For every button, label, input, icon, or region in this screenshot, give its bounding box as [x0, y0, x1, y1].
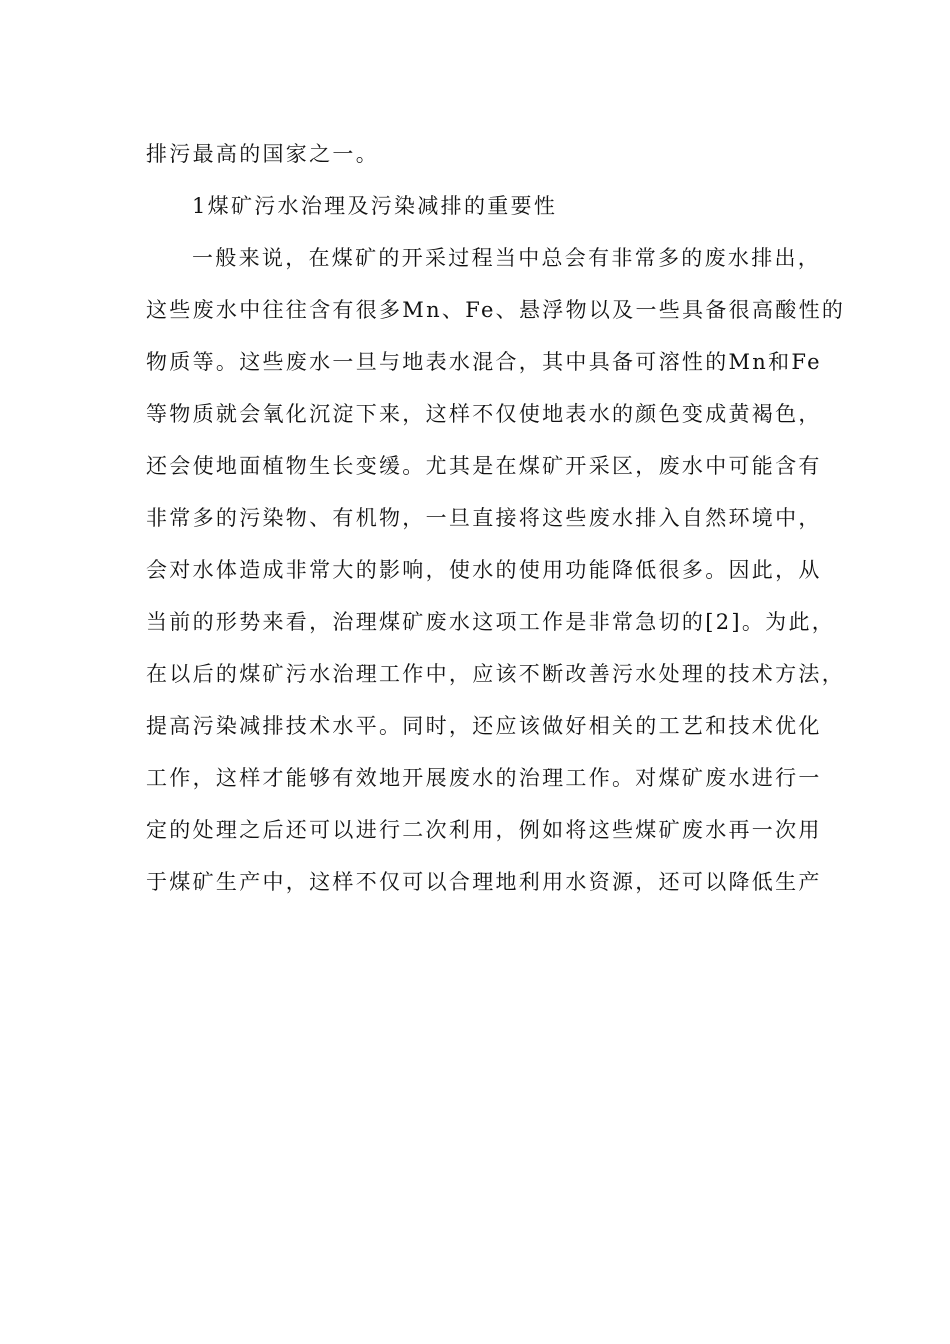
text-line: 工作，这样才能够有效地开展废水的治理工作。对煤矿废水进行一 [146, 766, 822, 790]
paragraph-first-line: 一般来说，在煤矿的开采过程当中总会有非常多的废水排出， [192, 246, 822, 270]
text-line: 还会使地面植物生长变缓。尤其是在煤矿开采区，废水中可能含有 [146, 454, 822, 478]
text-line: 提高污染减排技术水平。同时，还应该做好相关的工艺和技术优化 [146, 714, 822, 738]
section-heading: 1煤矿污水治理及污染减排的重要性 [192, 194, 558, 218]
text-line: 这些废水中往往含有很多Mn、Fe、悬浮物以及一些具备很高酸性的 [146, 298, 846, 322]
text-line: 当前的形势来看，治理煤矿废水这项工作是非常急切的[2]。为此， [146, 610, 836, 634]
text-line: 于煤矿生产中，这样不仅可以合理地利用水资源，还可以降低生产 [146, 870, 822, 894]
body-text [146, 128, 846, 908]
text-line: 物质等。这些废水一旦与地表水混合，其中具备可溶性的Mn和Fe [146, 350, 822, 374]
text-line: 等物质就会氧化沉淀下来，这样不仅使地表水的颜色变成黄褐色， [146, 402, 822, 426]
text-line: 定的处理之后还可以进行二次利用，例如将这些煤矿废水再一次用 [146, 818, 822, 842]
text-line: 非常多的污染物、有机物，一旦直接将这些废水排入自然环境中， [146, 506, 822, 530]
text-line: 在以后的煤矿污水治理工作中，应该不断改善污水处理的技术方法， [146, 662, 845, 686]
text-line-continuation: 排污最高的国家之一。 [146, 142, 379, 166]
text-line: 会对水体造成非常大的影响，使水的使用功能降低很多。因此，从 [146, 558, 822, 582]
